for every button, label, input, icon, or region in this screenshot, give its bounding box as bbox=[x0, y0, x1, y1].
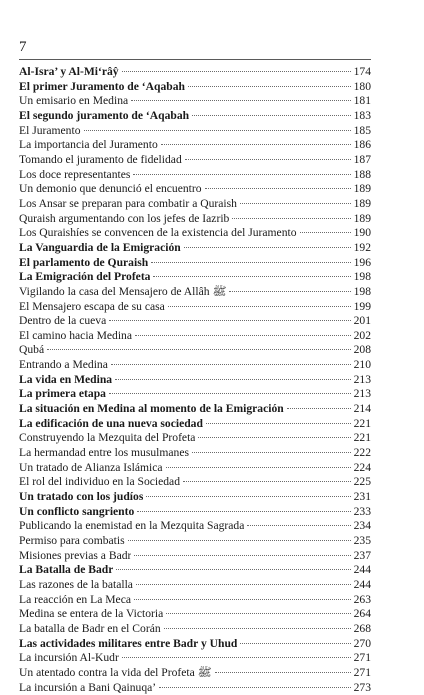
toc-dot-leader bbox=[232, 218, 351, 219]
toc-entry-page: 198 bbox=[353, 284, 371, 298]
toc-entry bbox=[19, 358, 371, 373]
toc-dot-leader bbox=[240, 643, 351, 644]
toc-entry-title: Misiones previas a Badr bbox=[19, 548, 132, 562]
toc-entry-page: 210 bbox=[353, 358, 371, 372]
toc-dot-leader bbox=[109, 393, 351, 394]
toc-dot-leader bbox=[205, 188, 351, 189]
toc-entry-page: 213 bbox=[353, 372, 371, 386]
toc-entry-page: 201 bbox=[353, 314, 371, 328]
toc-entry-title: La primera etapa bbox=[19, 387, 106, 401]
toc-entry-page: 183 bbox=[353, 108, 371, 122]
toc-entry-page: 268 bbox=[353, 621, 371, 635]
toc-entry-title: Qubá bbox=[19, 343, 45, 357]
toc-entry bbox=[19, 138, 371, 153]
toc-entry-page: 264 bbox=[353, 607, 371, 621]
toc-entry-page: 244 bbox=[353, 563, 371, 577]
header-rule bbox=[19, 59, 371, 60]
toc-entry-page: 189 bbox=[353, 196, 371, 210]
toc-dot-leader bbox=[109, 320, 351, 321]
toc-dot-leader bbox=[116, 569, 351, 570]
toc-entry bbox=[19, 343, 371, 358]
page-number: 7 bbox=[19, 39, 27, 55]
toc-entry bbox=[19, 607, 371, 622]
toc-dot-leader bbox=[131, 100, 351, 101]
toc-entry bbox=[19, 505, 371, 520]
toc-entry-page: 180 bbox=[353, 79, 371, 93]
toc-entry-title: La situación en Medina al momento de la Emigración bbox=[19, 402, 284, 416]
toc-entry bbox=[19, 475, 371, 490]
toc-entry-page: 234 bbox=[353, 519, 371, 533]
toc-entry-title: Tomando el juramento de fidelidad bbox=[19, 152, 182, 166]
toc-entry-title: Las razones de la batalla bbox=[19, 577, 133, 591]
toc-entry-title: Un tratado con los judíos bbox=[19, 490, 144, 504]
toc-entry-title: Los Quraishíes se convencen de la existencia del Juramento bbox=[19, 226, 297, 240]
toc-entry-page: 263 bbox=[353, 592, 371, 606]
toc-entry-page: 181 bbox=[353, 94, 371, 108]
toc-entry-page: 192 bbox=[353, 240, 371, 254]
toc-entry bbox=[19, 329, 371, 344]
toc-dot-leader bbox=[185, 159, 351, 160]
toc-entry bbox=[19, 666, 371, 681]
toc-entry-page: 271 bbox=[353, 651, 371, 665]
toc-dot-leader bbox=[188, 86, 351, 87]
toc-entry-title: Construyendo la Mezquita del Profeta bbox=[19, 431, 196, 445]
toc-entry bbox=[19, 651, 371, 666]
toc-dot-leader bbox=[84, 130, 352, 131]
toc-entry bbox=[19, 622, 371, 637]
toc-entry bbox=[19, 80, 371, 95]
toc-entry-title: La hermandad entre los musulmanes bbox=[19, 446, 189, 460]
toc-dot-leader bbox=[206, 423, 351, 424]
toc-entry-title: Las actividades militares entre Badr y Uhud bbox=[19, 636, 238, 650]
toc-entry-title: El segundo juramento de ‘Aqabah bbox=[19, 108, 190, 122]
toc-entry bbox=[19, 212, 371, 227]
toc-entry-title: La importancia del Juramento bbox=[19, 138, 158, 152]
toc-dot-leader bbox=[287, 408, 351, 409]
toc-entry-title: La batalla de Badr en el Corán bbox=[19, 621, 161, 635]
toc-entry-page: 225 bbox=[353, 475, 371, 489]
toc-dot-leader bbox=[111, 364, 351, 365]
toc-entry bbox=[19, 431, 371, 446]
toc-entry bbox=[19, 387, 371, 402]
toc-dot-leader bbox=[192, 115, 351, 116]
toc-entry-title: El Mensajero escapa de su casa bbox=[19, 299, 165, 313]
toc-dot-leader bbox=[134, 555, 351, 556]
toc-entry bbox=[19, 373, 371, 388]
toc-entry-title: Un tratado de Alianza Islámica bbox=[19, 460, 163, 474]
toc-entry-page: 199 bbox=[353, 299, 371, 313]
toc-entry bbox=[19, 168, 371, 183]
toc-entry-page: 214 bbox=[353, 402, 371, 416]
toc-entry-title: Al-Isra’ y Al-Mi‘râŷ bbox=[19, 65, 119, 78]
toc-entry-title: El Juramento bbox=[19, 123, 81, 137]
toc-entry-page: 213 bbox=[353, 387, 371, 401]
toc-entry-page: 174 bbox=[353, 65, 371, 78]
toc-dot-leader bbox=[166, 467, 351, 468]
toc-entry-page: 237 bbox=[353, 548, 371, 562]
toc-entry-page: 190 bbox=[353, 226, 371, 240]
toc-entry-page: 189 bbox=[353, 211, 371, 225]
toc-entry-page: 187 bbox=[353, 152, 371, 166]
toc-entry bbox=[19, 241, 371, 256]
toc-dot-leader bbox=[240, 203, 351, 204]
toc-entry-title: Dentro de la cueva bbox=[19, 314, 107, 328]
toc-entry bbox=[19, 182, 371, 197]
toc-dot-leader bbox=[300, 232, 351, 233]
toc-entry-title: Los Ansar se preparan para combatir a Quraish bbox=[19, 196, 237, 210]
toc-entry-title: Un conflicto sangriento bbox=[19, 504, 135, 518]
toc-entry-page: 208 bbox=[353, 343, 371, 357]
toc-entry bbox=[19, 300, 371, 315]
toc-dot-leader bbox=[135, 335, 351, 336]
toc-entry bbox=[19, 109, 371, 124]
toc-entry bbox=[19, 593, 371, 608]
toc-entry-page: 185 bbox=[353, 123, 371, 137]
toc-entry-page: 196 bbox=[353, 255, 371, 269]
toc-entry-title: La Vanguardia de la Emigración bbox=[19, 240, 181, 254]
toc-dot-leader bbox=[161, 144, 351, 145]
toc-entry bbox=[19, 637, 371, 652]
toc-entry bbox=[19, 461, 371, 476]
toc-entry-title: La edificación de una nueva sociedad bbox=[19, 416, 203, 430]
toc-entry-title: El primer Juramento de ‘Aqabah bbox=[19, 79, 185, 93]
toc-entry-page: 233 bbox=[353, 504, 371, 518]
toc-dot-leader bbox=[122, 71, 351, 72]
toc-entry bbox=[19, 563, 371, 578]
toc-entry-page: 202 bbox=[353, 328, 371, 342]
toc-entry bbox=[19, 314, 371, 329]
toc-entry-title: Un atentado contra la vida del Profeta ﷺ bbox=[19, 665, 212, 679]
toc-entry-title: La reacción en La Meca bbox=[19, 592, 131, 606]
toc-entry bbox=[19, 519, 371, 534]
toc-entry bbox=[19, 285, 371, 300]
toc-entry-page: 221 bbox=[353, 431, 371, 445]
toc-entry-page: 224 bbox=[353, 460, 371, 474]
toc-entry bbox=[19, 197, 371, 212]
toc-entry bbox=[19, 549, 371, 564]
toc-entry bbox=[19, 681, 371, 695]
toc-entry bbox=[19, 65, 371, 80]
toc-entry-title: El parlamento de Quraish bbox=[19, 255, 149, 269]
toc-entry-title: Entrando a Medina bbox=[19, 358, 108, 372]
toc-dot-leader bbox=[146, 496, 351, 497]
toc-entry bbox=[19, 270, 371, 285]
table-of-contents bbox=[19, 65, 371, 695]
toc-dot-leader bbox=[134, 599, 351, 600]
toc-entry bbox=[19, 417, 371, 432]
toc-dot-leader bbox=[247, 525, 351, 526]
toc-dot-leader bbox=[153, 276, 351, 277]
toc-dot-leader bbox=[137, 511, 351, 512]
toc-dot-leader bbox=[128, 540, 351, 541]
toc-dot-leader bbox=[184, 247, 351, 248]
toc-entry-page: 186 bbox=[353, 138, 371, 152]
toc-dot-leader bbox=[229, 291, 351, 292]
toc-dot-leader bbox=[159, 687, 351, 688]
toc-entry-page: 188 bbox=[353, 167, 371, 181]
toc-entry bbox=[19, 94, 371, 109]
toc-entry-page: 271 bbox=[353, 665, 371, 679]
toc-dot-leader bbox=[198, 437, 351, 438]
toc-dot-leader bbox=[122, 657, 351, 658]
toc-entry-title: Quraish argumentando con los jefes de Iazrib bbox=[19, 211, 230, 225]
toc-entry-title: Permiso para combatis bbox=[19, 534, 125, 547]
toc-dot-leader bbox=[164, 628, 351, 629]
toc-dot-leader bbox=[215, 672, 351, 673]
toc-dot-leader bbox=[192, 452, 351, 453]
toc-entry-page: 273 bbox=[353, 680, 371, 694]
toc-entry bbox=[19, 153, 371, 168]
toc-dot-leader bbox=[115, 379, 351, 380]
toc-entry bbox=[19, 226, 371, 241]
toc-entry-title: El camino hacia Medina bbox=[19, 328, 132, 342]
toc-entry-title: Publicando la enemistad en la Mezquita Sagrada bbox=[19, 519, 245, 533]
toc-entry bbox=[19, 534, 371, 549]
toc-entry-title: La Batalla de Badr bbox=[19, 563, 114, 577]
toc-dot-leader bbox=[166, 613, 351, 614]
toc-entry bbox=[19, 402, 371, 417]
toc-entry-title: La Emigración del Profeta bbox=[19, 270, 151, 284]
toc-entry-page: 244 bbox=[353, 577, 371, 591]
toc-entry-page: 270 bbox=[353, 636, 371, 650]
toc-entry-title: La vida en Medina bbox=[19, 372, 113, 386]
toc-entry-title: La incursión Al-Kudr bbox=[19, 651, 119, 665]
toc-dot-leader bbox=[47, 349, 351, 350]
toc-entry-page: 231 bbox=[353, 490, 371, 504]
toc-entry-title: Medina se entera de la Victoria bbox=[19, 607, 164, 621]
toc-dot-leader bbox=[151, 262, 351, 263]
toc-entry-title: El rol del individuo en la Sociedad bbox=[19, 475, 180, 489]
toc-entry-title: La incursión a Bani Qainuqa’ bbox=[19, 680, 157, 694]
toc-entry-title: Los doce representantes bbox=[19, 167, 131, 181]
toc-dot-leader bbox=[183, 481, 351, 482]
toc-entry bbox=[19, 446, 371, 461]
toc-entry-title: Un emisario en Medina bbox=[19, 94, 129, 108]
toc-dot-leader bbox=[136, 584, 351, 585]
toc-entry-page: 189 bbox=[353, 182, 371, 196]
toc-entry bbox=[19, 578, 371, 593]
toc-dot-leader bbox=[133, 174, 351, 175]
toc-entry-page: 221 bbox=[353, 416, 371, 430]
toc-entry-page: 198 bbox=[353, 270, 371, 284]
toc-entry-page: 222 bbox=[353, 446, 371, 460]
toc-entry-page: 235 bbox=[353, 534, 371, 547]
toc-entry bbox=[19, 490, 371, 505]
toc-entry-title: Un demonio que denunció el encuentro bbox=[19, 182, 202, 196]
toc-dot-leader bbox=[168, 306, 351, 307]
toc-entry-title: Vigilando la casa del Mensajero de Allâh ﷺ bbox=[19, 284, 227, 298]
toc-entry bbox=[19, 256, 371, 271]
toc-entry bbox=[19, 124, 371, 139]
